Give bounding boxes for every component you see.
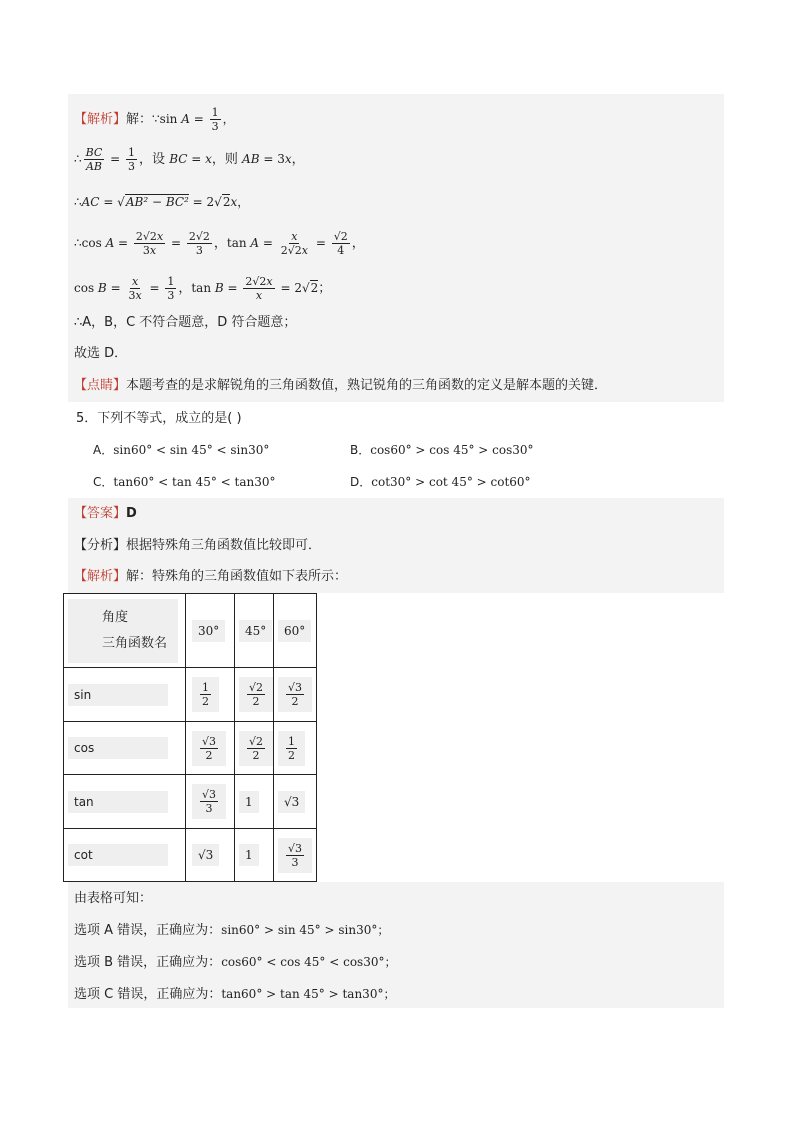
row-name-sin: sin xyxy=(68,684,168,706)
conclusion-item-c: 选项 C 错误，正确应为：tan60° > tan 45° > tan30°； xyxy=(74,987,396,1002)
solution5-line: 【解析】解：特殊角的三角函数值如下表所示： xyxy=(74,569,348,584)
table-cell: √3 xyxy=(278,791,305,813)
analysis-line-3: ∴AC = √AB² − BC² = 2√2x， xyxy=(74,195,250,209)
analysis-line-6: ∴A，B，C 不符合题意，D 符合题意； xyxy=(74,315,297,330)
answer-line: 【答案】D xyxy=(74,506,137,521)
option-d: D．cot30° > cot 45° > cot60° xyxy=(350,475,531,489)
option-a: A．sin60° < sin 45° < sin30° xyxy=(93,443,270,457)
conclusion-item-a: 选项 A 错误，正确应为：sin60° > sin 45° > sin30°； xyxy=(74,923,390,938)
table-cell: 1 xyxy=(239,844,259,866)
trig-table xyxy=(63,593,317,882)
comment-tag: 【点睛】 xyxy=(74,378,127,393)
option-b: B．cos60° > cos 45° > cos30° xyxy=(350,443,534,457)
analysis-line-5: cos B = $\frac{x}{3x}$ = $\frac{1}{3}$ ，tan B = $\frac{2√2x}{x}$ = 2√2； xyxy=(74,275,332,302)
analysis-lead: 解： xyxy=(126,112,153,127)
angle-45: 45° xyxy=(239,620,272,642)
row-name-tan: tan xyxy=(68,791,168,813)
conclusion-item-b: 选项 B 错误，正确应为：cos60° < cos 45° < cos30°； xyxy=(74,955,397,970)
angle-30: 30° xyxy=(192,620,225,642)
comment-text: 本题考查的是求解锐角的三角函数值，熟记锐角的三角函数的定义是解本题的关键． xyxy=(126,378,608,393)
option-c: C．tan60° < tan 45° < tan30° xyxy=(93,475,276,489)
angle-60: 60° xyxy=(278,620,311,642)
analysis-line-7: 故选 D． xyxy=(74,346,128,361)
analysis-line-2: ∴ $\frac{BC}{AB}$ = $\frac{1}{3}$ ，设 BC = x，则 AB = 3x， xyxy=(74,146,305,173)
table-cell: $\frac{√2}{2}$ xyxy=(239,677,273,712)
question-stem: 5．下列不等式，成立的是( ) xyxy=(76,411,242,426)
table-cell: $\frac{√3}{2}$ xyxy=(192,731,226,766)
table-cell: $\frac{1}{2}$ xyxy=(192,677,219,712)
table-cell: √3 xyxy=(192,844,219,866)
table-cell: $\frac{√3}{3}$ xyxy=(192,784,226,819)
analysis5-line: 【分析】根据特殊角三角函数值比较即可． xyxy=(74,538,322,553)
analysis-line-1: 【解析】解：∵sin A = $\frac{1}{3}$ ， xyxy=(74,106,235,133)
row-name-cot: cot xyxy=(68,844,168,866)
table-cell: $\frac{√3}{2}$ xyxy=(278,677,312,712)
analysis-line-4: ∴cos A = $\frac{2√2x}{3x}$ = $\frac{2√2}{3}$ ，tan A = $\frac{x}{2√2x}$ = $\frac{√2}{4}$ ， xyxy=(74,230,365,257)
table-cell: 1 xyxy=(239,791,259,813)
table-cell: $\frac{√2}{2}$ xyxy=(239,731,273,766)
table-corner: 角度 三角函数名 xyxy=(68,599,178,663)
comment-line xyxy=(74,376,607,396)
table-cell: $\frac{1}{2}$ xyxy=(278,731,305,766)
table-cell: $\frac{√3}{3}$ xyxy=(278,838,312,873)
row-name-cos: cos xyxy=(68,737,168,759)
analysis-tag: 【解析】 xyxy=(74,112,127,127)
conclusion-intro: 由表格可知： xyxy=(74,891,153,906)
